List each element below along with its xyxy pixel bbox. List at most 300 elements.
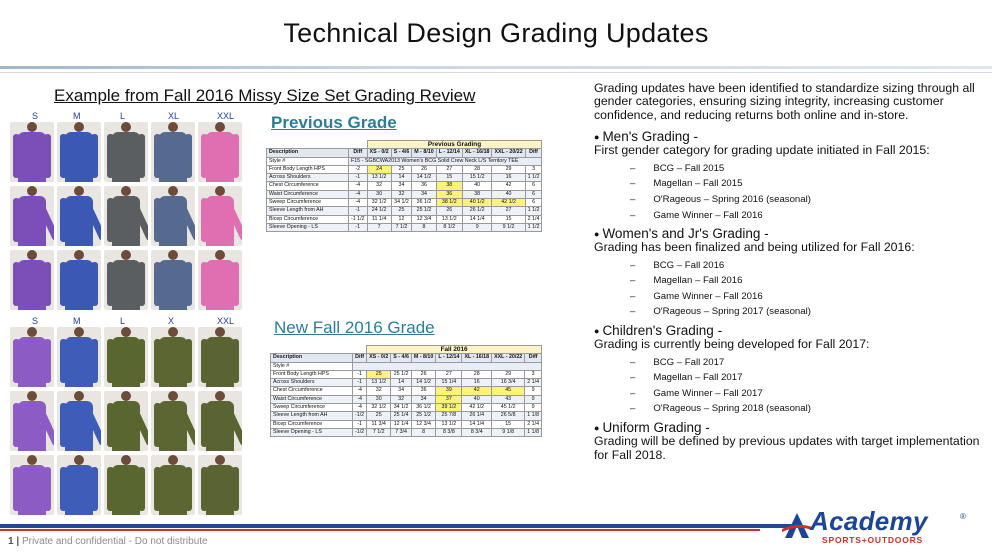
measurement-value: 8 3/8 (436, 428, 462, 436)
measurement-value: 7 1/2 (391, 223, 412, 231)
measurement-value: 25 (367, 370, 391, 378)
model-head (74, 327, 84, 337)
fit-photo (151, 122, 195, 182)
section-heading (594, 130, 980, 144)
measurement-value: 2 1/4 (525, 379, 542, 387)
fit-photo (198, 327, 242, 387)
measurement-value: 9 (525, 387, 542, 395)
measurement-value: 32 (391, 395, 412, 403)
measurement-value: 40 (462, 395, 492, 403)
measurement-value: 24 1/2 (367, 207, 391, 215)
fit-photo (10, 122, 54, 182)
column-header: Diff (349, 149, 368, 157)
measurement-value: 12 3/4 (411, 420, 435, 428)
section-title: Uniform Grading - (602, 419, 710, 435)
measurement-value: -4 (353, 395, 367, 403)
bullet-icon: ● (594, 325, 600, 336)
footer-red-bar (0, 529, 760, 531)
measurement-value: -4 (349, 190, 368, 198)
section-description: Grading has been finalized and being utilized for Fall 2016: (594, 240, 915, 255)
measurement-value: 43 (492, 395, 525, 403)
fit-photo (198, 455, 242, 515)
shirt-body (18, 337, 46, 387)
measurement-value: 36 1/2 (412, 199, 436, 207)
model-head (74, 250, 84, 260)
table-group-header: Fall 2016 (367, 346, 542, 354)
table-row (271, 395, 542, 403)
measurement-value: 26 (436, 207, 462, 215)
table-row (267, 182, 542, 190)
measurement-value: 14 (391, 174, 412, 182)
measurement-value: 16 (492, 174, 525, 182)
measurement-value: 26 1/4 (462, 412, 492, 420)
shirt-body (206, 337, 234, 387)
measurement-value: 40 (492, 190, 525, 198)
shirt-body (159, 196, 187, 246)
academy-logo (782, 508, 972, 548)
shirt-body (112, 337, 140, 387)
shirt-body (159, 401, 187, 451)
fit-photo (151, 327, 195, 387)
measurement-value: 34 (391, 182, 412, 190)
model-head (215, 186, 225, 196)
footer-blue-bar (0, 524, 800, 528)
table-row (267, 165, 542, 173)
measurement-value: 30 (367, 190, 391, 198)
measurement-value: 25 1/4 (391, 412, 412, 420)
measurement-value: 28 (462, 165, 492, 173)
column-header: XS - 0/2 (367, 354, 391, 362)
table-group-row (267, 141, 542, 149)
model-head (215, 327, 225, 337)
brand-list-item: – BCG – Fall 2016 (630, 258, 980, 274)
measurement-value: 2 1/4 (525, 215, 542, 223)
shirt-body (18, 260, 46, 310)
shirt-body (206, 260, 234, 310)
shirt-body (65, 132, 93, 182)
model-head (27, 186, 37, 196)
measurement-value: 29 (492, 370, 525, 378)
previous-grade-heading: Previous Grade (271, 113, 397, 132)
column-header: Diff (353, 354, 367, 362)
measurement-value: 11 1/4 (367, 215, 391, 223)
measurement-value: 28 (462, 370, 492, 378)
size-label: S (32, 111, 39, 121)
measurement-value: 9 (462, 223, 492, 231)
style-value: F15 - SGBCWA2013 Women's BCG Solid Crew Neck L/S Territory TEE (349, 157, 542, 165)
shirt-body (159, 465, 187, 515)
measurement-name: Chest Circumference (267, 182, 349, 190)
measurement-value: -1 (353, 420, 367, 428)
measurement-value: 39 (436, 387, 462, 395)
measurement-name: Across Shoulders (267, 174, 349, 182)
model-head (168, 391, 178, 401)
measurement-name: Front Body Length HPS (271, 370, 353, 378)
measurement-value: 8 3/4 (462, 428, 492, 436)
shirt-body (18, 401, 46, 451)
table-row (271, 404, 542, 412)
fit-photo (104, 250, 148, 310)
fit-photo (10, 391, 54, 451)
measurement-value: 36 (436, 190, 462, 198)
shirt-body (159, 260, 187, 310)
model-head (74, 122, 84, 132)
shirt-body (159, 132, 187, 182)
model-head (121, 250, 131, 260)
fit-photo (104, 391, 148, 451)
measurement-value: 8 1/2 (436, 223, 462, 231)
brand-list-item: – Magellan – Fall 2016 (630, 273, 980, 289)
measurement-value: -4 (353, 387, 367, 395)
table-corner (267, 141, 368, 149)
measurement-value: 12 (391, 215, 412, 223)
fit-photo (10, 327, 54, 387)
model-head (215, 250, 225, 260)
fit-photo (57, 122, 101, 182)
page-number: 1 (8, 536, 14, 547)
table-corner (271, 346, 367, 354)
section-heading (594, 421, 980, 435)
column-header: XL - 16/18 (462, 354, 492, 362)
section-title: Women's and Jr's Grading - (602, 226, 769, 242)
measurement-value: 40 (462, 182, 492, 190)
column-header: Diff (525, 354, 542, 362)
column-header: Description (271, 354, 353, 362)
measurement-name: Waist Circumference (271, 395, 353, 403)
measurement-name: Sweep Circumference (271, 404, 353, 412)
size-label: L (120, 316, 126, 326)
fit-photo (151, 186, 195, 246)
table-row (271, 420, 542, 428)
model-head (168, 455, 178, 465)
measurement-value: 26 1/2 (462, 207, 492, 215)
table-row (267, 215, 542, 223)
shirt-body (65, 260, 93, 310)
measurement-value: 26 (411, 370, 435, 378)
shirt-body (65, 337, 93, 387)
measurement-value: 25 1/2 (412, 207, 436, 215)
measurement-value: -1/2 (353, 412, 367, 420)
measurement-value: 26 5/8 (492, 412, 525, 420)
brand-list-item: – BCG – Fall 2015 (630, 161, 980, 177)
shirt-body (18, 132, 46, 182)
fit-photo (151, 455, 195, 515)
measurement-value: 42 (492, 182, 525, 190)
measurement-value: -2 (349, 165, 368, 173)
slide-title: Technical Design Grading Updates (283, 18, 709, 48)
fit-photo (10, 455, 54, 515)
section-title: Men's Grading - (602, 129, 699, 145)
measurement-value: 34 1/2 (391, 404, 412, 412)
logo-registered: ® (960, 512, 966, 521)
shirt-body (112, 132, 140, 182)
measurement-value: 45 1/2 (492, 404, 525, 412)
model-head (215, 122, 225, 132)
measurement-value: 34 (391, 387, 412, 395)
size-label: S (32, 316, 39, 326)
measurement-value: 36 (411, 387, 435, 395)
table-row (267, 207, 542, 215)
fit-photo (10, 250, 54, 310)
measurement-value: -1 (349, 207, 368, 215)
style-row (267, 157, 542, 165)
measurement-name: Bicep Circumference (267, 215, 349, 223)
measurement-value: 38 1/2 (436, 199, 462, 207)
fit-photo (104, 186, 148, 246)
measurement-value: 25 7/8 (436, 412, 462, 420)
fit-photo (198, 391, 242, 451)
table-row (271, 428, 542, 436)
measurement-value: 25 (391, 165, 412, 173)
measurement-value: 38 (436, 182, 462, 190)
footer-separator: | (16, 536, 20, 547)
model-head (27, 122, 37, 132)
model-head (215, 455, 225, 465)
measurement-name: Across Shoulders (271, 379, 353, 387)
measurement-value: 27 (436, 165, 462, 173)
measurement-value: 34 1/2 (391, 199, 412, 207)
brand-list-item: – O'Rageous – Spring 2018 (seasonal) (630, 401, 980, 417)
fit-photo (104, 455, 148, 515)
column-header: M - 8/10 (412, 149, 436, 157)
shirt-body (18, 196, 46, 246)
shirt-body (65, 465, 93, 515)
fit-photo (57, 455, 101, 515)
brand-list (630, 161, 980, 223)
fit-photo (104, 122, 148, 182)
shirt-body (18, 465, 46, 515)
measurement-value: -4 (349, 182, 368, 190)
brand-list (630, 355, 980, 417)
measurement-name: Bicep Circumference (271, 420, 353, 428)
section-heading (594, 227, 980, 241)
measurement-name: Sweep Circumference (267, 199, 349, 207)
measurement-value: 13 1/2 (436, 420, 462, 428)
shirt-body (206, 401, 234, 451)
measurement-value: 9 (525, 404, 542, 412)
shirt-body (112, 196, 140, 246)
size-label: L (120, 111, 126, 121)
measurement-value: 7 1/2 (367, 428, 391, 436)
new-grade-heading: New Fall 2016 Grade (274, 318, 435, 337)
fit-photo (151, 391, 195, 451)
bullet-icon: ● (594, 131, 600, 142)
shirt-body (65, 196, 93, 246)
section-heading (594, 324, 980, 338)
shirt-body (206, 132, 234, 182)
fit-photo (151, 250, 195, 310)
bullet-icon: ● (594, 422, 600, 433)
measurement-value: 15 1/2 (462, 174, 492, 182)
measurement-value: 14 1/2 (412, 174, 436, 182)
measurement-value: 34 (412, 190, 436, 198)
measurement-value: 32 (367, 387, 391, 395)
model-head (74, 455, 84, 465)
table-header-row (267, 149, 542, 157)
measurement-value: 34 (411, 395, 435, 403)
grading-summary (594, 82, 980, 462)
measurement-value: 42 1/2 (462, 404, 492, 412)
fit-photo (198, 250, 242, 310)
table-row (267, 199, 542, 207)
column-header: XL - 16/18 (462, 149, 492, 157)
column-header: XS - 0/2 (367, 149, 391, 157)
fit-photo (57, 327, 101, 387)
measurement-value: 9 1/8 (492, 428, 525, 436)
fit-photo (198, 122, 242, 182)
measurement-name: Chest Circumference (271, 387, 353, 395)
measurement-value: -1 (349, 174, 368, 182)
table-row (271, 370, 542, 378)
measurement-value: -4 (353, 404, 367, 412)
measurement-value: 11 3/4 (367, 420, 391, 428)
section-description: Grading will be defined by previous updates with target implementation for Fall 2018. (594, 434, 980, 462)
measurement-name: Waist Circumference (267, 190, 349, 198)
model-head (121, 186, 131, 196)
section-description: First gender category for grading update initiated in Fall 2015: (594, 143, 930, 158)
brand-list-item: – Magellan – Fall 2017 (630, 370, 980, 386)
grading-section (594, 227, 980, 320)
grading-section (594, 130, 980, 223)
model-head (27, 327, 37, 337)
fit-photo (57, 250, 101, 310)
measurement-value: 42 (462, 387, 492, 395)
bullet-icon: ● (594, 228, 600, 239)
measurement-value: 2 1/4 (525, 420, 542, 428)
measurement-value: 26 (412, 165, 436, 173)
size-label: M (73, 111, 81, 121)
column-header: L - 12/14 (436, 149, 462, 157)
grading-section (594, 324, 980, 417)
measurement-value: -1 1/2 (349, 215, 368, 223)
measurement-value: 42 1/2 (492, 199, 525, 207)
logo-tagline: SPORTS+OUTDOORS (822, 535, 924, 545)
measurement-value: 12 3/4 (412, 215, 436, 223)
measurement-value: 6 (525, 190, 542, 198)
shirt-body (159, 337, 187, 387)
measurement-value: 1 1/2 (525, 223, 542, 231)
model-head (168, 327, 178, 337)
table-row (267, 190, 542, 198)
measurement-value: 27 (492, 207, 525, 215)
measurement-value: 16 (462, 379, 492, 387)
measurement-value: -1 (349, 223, 368, 231)
measurement-value: 7 3/4 (391, 428, 412, 436)
column-header: Diff (525, 149, 542, 157)
model-head (27, 455, 37, 465)
column-header: M - 8/10 (411, 354, 435, 362)
measurement-value: 25 1/2 (391, 370, 412, 378)
model-head (121, 391, 131, 401)
measurement-value: 15 (492, 215, 525, 223)
intro-paragraph: Grading updates have been identified to standardize sizing through all gender categories, ensuring sizing integrity, increasing customer confidence, and reducing returns both online and in-store. (594, 81, 975, 122)
shirt-body (206, 465, 234, 515)
measurement-value: 1 1/8 (525, 412, 542, 420)
shirt-body (206, 196, 234, 246)
shirt-body (65, 401, 93, 451)
column-header: XXL - 20/22 (492, 149, 525, 157)
measurement-name: Front Body Length HPS (267, 165, 349, 173)
model-head (27, 391, 37, 401)
measurement-value: 16 3/4 (492, 379, 525, 387)
column-header: S - 4/6 (391, 354, 412, 362)
section-title: Children's Grading - (602, 323, 723, 339)
shirt-body (112, 465, 140, 515)
measurement-value: 32 1/2 (367, 199, 391, 207)
table-header-row (271, 354, 542, 362)
measurement-value: 9 (525, 395, 542, 403)
size-label: XXL (217, 111, 235, 121)
grading-section (594, 421, 980, 462)
measurement-value: 14 1/2 (411, 379, 435, 387)
style-row (271, 362, 542, 370)
fit-photo (198, 186, 242, 246)
measurement-name: Sleeve Length from AH (271, 412, 353, 420)
measurement-value: 1 1/2 (525, 207, 542, 215)
model-head (215, 391, 225, 401)
measurement-value: 30 (367, 395, 391, 403)
measurement-value: 40 1/2 (462, 199, 492, 207)
measurement-value: 15 (436, 174, 462, 182)
measurement-value: 45 (492, 387, 525, 395)
model-head (74, 391, 84, 401)
measurement-name: Sleeve Length from AH (267, 207, 349, 215)
model-head (121, 455, 131, 465)
brand-list-item: – Game Winner – Fall 2016 (630, 289, 980, 305)
shirt-body (112, 260, 140, 310)
measurement-value: -1 (353, 379, 367, 387)
header-divider (0, 66, 992, 69)
style-value (353, 362, 542, 370)
column-header: S - 4/6 (391, 149, 412, 157)
measurement-value: -1/2 (353, 428, 367, 436)
measurement-value: 37 (436, 395, 462, 403)
model-head (168, 186, 178, 196)
measurement-name: Sleeve Opening - LS (271, 428, 353, 436)
column-header: Description (267, 149, 349, 157)
previous-fit-photos (10, 122, 242, 310)
brand-list-item: – Magellan – Fall 2015 (630, 176, 980, 192)
header-divider-thin (0, 72, 992, 73)
size-label: M (73, 316, 81, 326)
brand-list-item: – Game Winner – Fall 2017 (630, 386, 980, 402)
measurement-value: 1 1/2 (525, 174, 542, 182)
column-header: XXL - 20/22 (492, 354, 525, 362)
measurement-value: 7 (367, 223, 391, 231)
section-description: Grading is currently being developed for Fall 2017: (594, 337, 870, 352)
measurement-value: 12 1/4 (391, 420, 412, 428)
confidential-note: Private and confidential - Do not distribute (21, 536, 208, 547)
measurement-value: 13 1/2 (367, 379, 391, 387)
measurement-value: 15 (492, 420, 525, 428)
table-row (271, 379, 542, 387)
style-label: Style # (267, 157, 349, 165)
model-head (121, 122, 131, 132)
measurement-value: 14 1/4 (462, 420, 492, 428)
measurement-value: 6 (525, 199, 542, 207)
measurement-value: 8 (411, 428, 435, 436)
measurement-value: -1 (353, 370, 367, 378)
measurement-value: 6 (525, 182, 542, 190)
measurement-value: 25 (367, 412, 391, 420)
previous-grading-table (266, 140, 542, 232)
style-label: Style # (271, 362, 353, 370)
measurement-value: 32 (367, 182, 391, 190)
size-label: X (168, 316, 175, 326)
column-header: L - 12/14 (436, 354, 462, 362)
table-row (271, 387, 542, 395)
academy-a-logo-icon (782, 510, 812, 540)
